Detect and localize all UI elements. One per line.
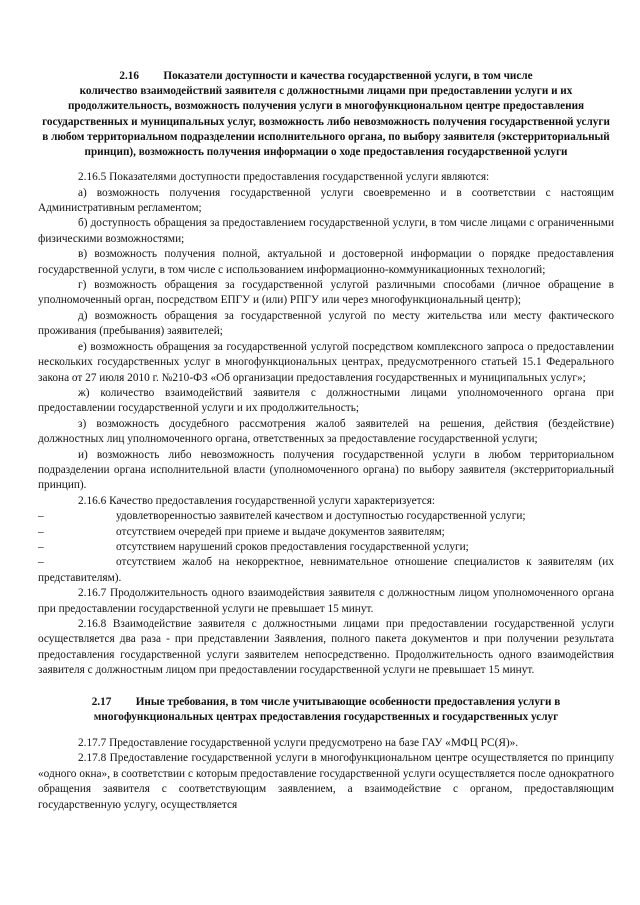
section-title-first-line: Показатели доступности и качества государственной услуги, в том числе: [163, 70, 533, 82]
dash-item-2: [38, 525, 614, 540]
list-item-i: и) возможность либо невозможность получения государственной услуги в любом территориальном подразделении органа исполнительной власти (уполномоченного органа) по выбору заявителя (экстерриториальный принцип).: [38, 448, 614, 492]
list-item-a: а) возможность получения государственной услуги своевременно и в соответствии с настоящим Административным регламентом;: [38, 186, 614, 215]
paragraph-2-16-7: 2.16.7 Продолжительность одного взаимодействия заявителя с должностным лицом уполномоченного органа при предоставлении государственной услуги не превышает 15 минут.: [38, 587, 614, 615]
dash-bullet: –: [38, 525, 44, 538]
section-2-17-heading: [38, 695, 614, 725]
dash-item-4: [38, 555, 614, 586]
dash-item-text: удовлетворенностью заявителей качеством и доступностью государственной услуги;: [116, 510, 526, 523]
list-item-e: е) возможность обращения за государственной услугой посредством комплексного запроса о предоставлении нескольких государственных услуг в многофункциональных центрах, предусмотренного статьей 15.1 Федерального закона от 27 июля 2010 г. №210-ФЗ «Об организации предоставления государственных и муниципальных услуг»;: [38, 340, 614, 384]
dash-item-3: [38, 540, 614, 555]
paragraph-2-16-8: 2.16.8 Взаимодействие заявителя с должностными лицами при предоставлении государственной услуги осуществляется два раза - при представлении Заявления, полного пакета документов и при получении результата предоставления государственной услуги заявителем непосредственно. Продолжительность одного взаимодействия заявителя с должностным лицом при предоставлении государственной услуги не превышает 15 минут.: [38, 618, 614, 677]
list-item-zh: ж) количество взаимодействий заявителя с должностными лицами уполномоченного органа при предоставлении государственной услуги и их продолжительность;: [38, 386, 614, 415]
document-page: [38, 0, 614, 905]
section-title-rest: количество взаимодействий заявителя с должностными лицами при предоставлении услуги и их продолжительность, возможность получения услуги в многофункциональном центре предоставления государственных и муниципальных услуг, возможность либо невозможность получения государственной услуги в любом территориальном подразделении исполнительного органа, по выбору заявителя (экстерриториальный принцип), возможность получения информации о ходе предоставления государственной услуги: [42, 85, 610, 159]
list-item-b: б) доступность обращения за предоставлением государственной услуги, в том числе лицами с ограниченными физическими возможностями;: [38, 217, 614, 245]
paragraph-2-17-7: 2.17.7 Предоставление государственной услуги предусмотрено на базе ГАУ «МФЦ РС(Я)».: [78, 737, 519, 750]
paragraph-2-16-6: 2.16.6 Качество предоставления государственной услуги характеризуется:: [78, 494, 436, 507]
list-item-v: в) возможность получения полной, актуальной и достоверной информации о порядке предоставления государственной услуги, в том числе с использованием информационно-коммуникационных технологий;: [38, 248, 614, 276]
section-title-rest: многофункциональных центрах предоставления государственных и государственных услуг: [93, 710, 559, 723]
section-title-first-line: Иные требования, в том числе учитывающие особенности предоставления услуги в: [135, 695, 561, 708]
dash-bullet: –: [38, 540, 44, 553]
section-2-16-heading: [38, 69, 614, 160]
list-item-d: д) возможность обращения за государственной услугой по месту жительства или месту фактического проживания (пребывания) заявителей;: [38, 309, 614, 338]
dash-item-text: отсутствием нарушений сроков предоставления государственной услуги;: [116, 540, 469, 553]
list-item-g: г) возможность обращения за государственной услугой различными способами (личное обращение в уполномоченный орган, посредством ЕПГУ и (или) РПГУ или через многофункциональный центр);: [38, 279, 614, 307]
dash-item-text: отсутствием очередей при приеме и выдаче документов заявителям;: [116, 525, 445, 538]
section-number: 2.17: [91, 695, 112, 708]
paragraph-2-16-5: 2.16.5 Показателями доступности предоставления государственной услуги являются:: [78, 171, 490, 184]
dash-bullet: –: [38, 556, 44, 569]
list-item-z: з) возможность досудебного рассмотрения жалоб заявителей на решения, действия (бездействие) должностных лиц уполномоченного органа, ответственных за предоставление государственной услуги;: [38, 417, 614, 446]
paragraph-2-17-8: 2.17.8 Предоставление государственной услуги в многофункциональном центре осуществляется по принципу «одного окна», в соответствии с которым предоставление государственной услуги осуществляется после однократного обращения заявителя с соответствующим заявлением, а взаимодействие с органом, предоставляющим государственную услугу, осуществляется: [38, 752, 614, 811]
dash-item-text: отсутствием жалоб на некорректное, невнимательное отношение специалистов к заявителям (их представителям).: [38, 556, 614, 584]
section-number: 2.16: [119, 70, 139, 82]
dash-item-1: [38, 509, 614, 524]
dash-bullet: –: [38, 510, 44, 523]
